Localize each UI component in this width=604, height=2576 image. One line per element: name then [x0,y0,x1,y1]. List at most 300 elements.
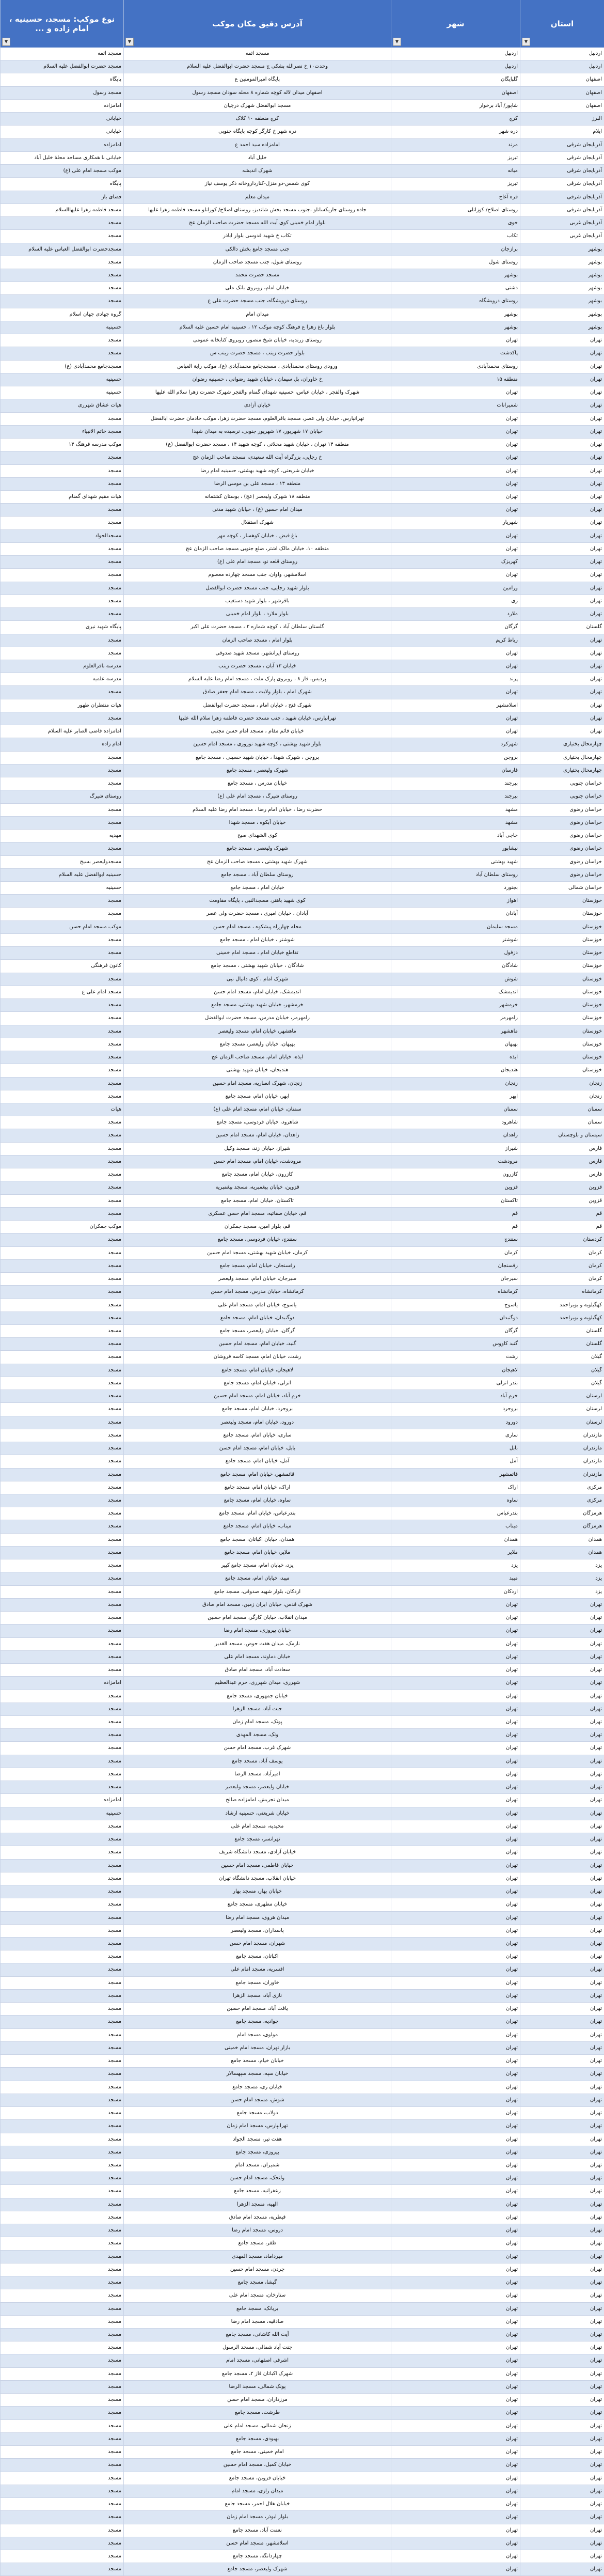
cell-city[interactable]: پاکدشت [391,347,520,360]
cell-city[interactable]: تهران [391,1860,520,1872]
cell-address[interactable]: بلوار حضرت زینب ، مسجد حضرت زینب س [123,347,391,360]
cell-type[interactable]: مسجد [0,2224,123,2237]
cell-address[interactable]: لاهیجان، خیابان امام، مسجد جامع [123,1364,391,1377]
cell-province[interactable]: هرمزگان [520,1520,604,1533]
cell-type[interactable]: مسجد [0,1416,123,1429]
cell-address[interactable]: شاهرود، خیابان فردوسی، مسجد جامع [123,1116,391,1129]
cell-address[interactable]: چهاردانگه، مسجد جامع [123,2550,391,2563]
cell-address[interactable]: کرج منطقه ۱۰ کلاک [123,113,391,125]
cell-address[interactable]: جنت آباد شمالی، مسجد الرسول [123,2341,391,2354]
cell-province[interactable]: تهران [520,2498,604,2510]
cell-province[interactable]: تهران [520,2329,604,2341]
cell-type[interactable]: مسجد [0,1090,123,1103]
cell-address[interactable]: منطقه ۱۸ شهرک ولیعصر (عج) ، بوستان کشتمانه [123,491,391,503]
cell-province[interactable]: تهران [520,2316,604,2328]
cell-province[interactable]: آذربایجان شرقی [520,165,604,177]
cell-province[interactable]: قزوین [520,1181,604,1194]
cell-city[interactable]: تهران [391,2263,520,2276]
cell-city[interactable]: تهران [391,426,520,438]
cell-address[interactable]: منطقه ۱۳ ، مسجد علی بن موسی الرضا [123,478,391,490]
cell-type[interactable]: مسجد [0,1494,123,1507]
cell-address[interactable]: آیت الله کاشانی، مسجد جامع [123,2329,391,2341]
cell-city[interactable]: تهران [391,1912,520,1924]
cell-province[interactable]: تهران [520,2550,604,2563]
cell-address[interactable]: شهرک شهید بهشتی ، مسجد صاحب الزمان عج [123,856,391,868]
cell-address[interactable]: خیابان امام، روبروی بانک ملی [123,282,391,294]
cell-address[interactable]: بلوار ملارد ، بلوار امام خمینی [123,608,391,620]
cell-address[interactable]: کرمانشاه، خیابان مدرس، مسجد امام حسن [123,1286,391,1298]
cell-address[interactable]: پردیس، فاز ۸ ، روبروی پارک ملت ، مسجد امام رضا علیه السلام [123,673,391,685]
cell-city[interactable]: میبد [391,1572,520,1585]
cell-city[interactable]: قائمشهر [391,1469,520,1481]
cell-province[interactable]: تهران [520,1938,604,1950]
cell-province[interactable]: تهران [520,1781,604,1793]
cell-address[interactable]: میدان تجریش، امامزاده صالح [123,1794,391,1806]
cell-province[interactable]: تهران [520,439,604,451]
cell-city[interactable]: شاهرود [391,1116,520,1129]
cell-type[interactable]: مسجد [0,478,123,490]
cell-address[interactable]: خیابان دماوند، مسجد امام علی [123,1651,391,1663]
cell-address[interactable]: شهران، مسجد امام حسن [123,1938,391,1950]
cell-city[interactable]: مرند [391,139,520,151]
cell-type[interactable]: مسجد [0,269,123,282]
cell-province[interactable]: بوشهر [520,243,604,256]
cell-city[interactable]: تهران [391,1885,520,1898]
cell-address[interactable]: روستای شیرگ ، مسجد امام علی (ع) [123,790,391,803]
cell-type[interactable]: موکب مسجد امام حسن [0,921,123,933]
cell-province[interactable]: خوزستان [520,999,604,1011]
cell-city[interactable]: تهران [391,647,520,660]
cell-type[interactable]: مسجد [0,2016,123,2028]
cell-city[interactable]: تهران [391,569,520,581]
cell-address[interactable]: یوسف آباد، مسجد جامع [123,1755,391,1768]
cell-type[interactable]: مسجد [0,595,123,607]
cell-address[interactable]: شهرک اندیشه [123,165,391,177]
cell-province[interactable]: تهران [520,2068,604,2080]
cell-province[interactable]: تهران [520,2524,604,2537]
cell-address[interactable]: دروس، مسجد امام رضا [123,2224,391,2237]
cell-type[interactable]: مسجد [0,2276,123,2289]
cell-province[interactable]: تهران [520,2303,604,2315]
cell-city[interactable]: تهران [391,1677,520,1689]
cell-city[interactable]: تهران [391,2407,520,2419]
cell-city[interactable]: تهران [391,1599,520,1611]
cell-city[interactable]: ملارد [391,608,520,620]
cell-address[interactable]: دوگنبدان، خیابان امام، مسجد جامع [123,1312,391,1324]
cell-address[interactable]: جردن، مسجد امام حسین [123,2263,391,2276]
cell-province[interactable]: تهران [520,399,604,412]
cell-city[interactable]: شوشتر [391,934,520,946]
cell-type[interactable]: هیات [0,1103,123,1116]
cell-province[interactable]: یزد [520,1572,604,1585]
cell-address[interactable]: اندیمشک، خیابان امام، مسجد امام حسن [123,986,391,998]
cell-city[interactable]: شهریار [391,517,520,529]
cell-address[interactable]: سنندج، خیابان فردوسی، مسجد جامع [123,1234,391,1246]
cell-address[interactable]: روستای قلعه نو، مسجد امام علی (ع) [123,556,391,568]
cell-city[interactable]: تهران [391,451,520,464]
cell-address[interactable]: پیروزی، مسجد جامع [123,2146,391,2159]
cell-type[interactable]: امامزاده [0,100,123,112]
cell-address[interactable]: خرم آباد، خیابان امام، مسجد امام حسین [123,1390,391,1402]
cell-province[interactable]: خوزستان [520,1025,604,1038]
cell-address[interactable]: قم، خیابان صفائیه، مسجد امام حسن عسکری [123,1208,391,1220]
cell-type[interactable]: هیات منتظران ظهور [0,699,123,712]
cell-city[interactable]: دورود [391,1416,520,1429]
cell-province[interactable]: مازندران [520,1442,604,1455]
cell-province[interactable]: خوزستان [520,908,604,920]
cell-city[interactable]: یزد [391,1559,520,1572]
cell-province[interactable]: تهران [520,2094,604,2106]
cell-province[interactable]: اردبیل [520,48,604,60]
cell-type[interactable]: موکب جمکران [0,1221,123,1233]
cell-type[interactable]: کانون فرهنگی [0,960,123,972]
cell-city[interactable]: گرگان [391,1325,520,1337]
cell-type[interactable]: مسجد [0,1168,123,1181]
cell-city[interactable]: خرمشهر [391,999,520,1011]
cell-type[interactable]: مسجد [0,764,123,777]
cell-address[interactable]: مسجد حضرت محمد [123,269,391,282]
cell-province[interactable]: گلستان [520,621,604,633]
cell-type[interactable]: حسینیه [0,386,123,399]
cell-address[interactable]: مجیدیه، مسجد امام علی [123,1820,391,1833]
cell-type[interactable]: مسجد [0,777,123,790]
cell-city[interactable]: پرند [391,673,520,685]
cell-city[interactable]: تکاب [391,230,520,242]
cell-city[interactable]: خوی [391,217,520,229]
cell-address[interactable]: گلستان سلطان آباد ، کوچه شماره ۲ ، مسجد حضرت علی اکبر [123,621,391,633]
cell-address[interactable]: خیابان آبکوه ، مسجد شهدا [123,817,391,829]
cell-province[interactable]: چهارمحال بختیاری [520,752,604,764]
cell-address[interactable]: انزلی، خیابان امام، مسجد جامع [123,1377,391,1390]
cell-province[interactable]: همدان [520,1547,604,1559]
cell-address[interactable]: شادگان ، خیابان شهید بهشتی ، مسجد جامع [123,960,391,972]
cell-address[interactable]: هندیجان، خیابان شهید بهشتی [123,1064,391,1076]
cell-address[interactable]: کوی الشهدای صبح [123,830,391,842]
cell-province[interactable]: بوشهر [520,269,604,282]
cell-province[interactable]: همدان [520,1534,604,1546]
cell-type[interactable]: مدرسه باقرالعلوم [0,660,123,673]
cell-province[interactable]: تهران [520,2251,604,2263]
cell-address[interactable]: میرداماد، مسجد المهدی [123,2251,391,2263]
cell-address[interactable]: امامزاده سید احمد ع [123,139,391,151]
cell-address[interactable]: رشت، خیابان امام، مسجد کاسه فروشان [123,1351,391,1363]
cell-type[interactable]: مسجد [0,2485,123,2497]
cell-province[interactable]: آذربایجان شرقی [520,204,604,216]
cell-province[interactable]: کرمان [520,1273,604,1285]
cell-province[interactable]: تهران [520,2042,604,2054]
cell-city[interactable]: تهران [391,712,520,725]
cell-address[interactable]: شمیران، مسجد امام [123,2159,391,2172]
cell-type[interactable]: مسجدجامع محمدآبادی (ع) [0,361,123,373]
cell-address[interactable]: تکاب خ شهید قدوسی بلوار اباذر [123,230,391,242]
cell-province[interactable]: تهران [520,2407,604,2419]
cell-address[interactable]: زعفرانیه، مسجد جامع [123,2185,391,2197]
cell-province[interactable]: تهران [520,1963,604,1976]
cell-address[interactable]: روستای ایرانشهر، مسجد شهید صدوقی [123,647,391,660]
cell-city[interactable]: تهران [391,2003,520,2015]
cell-address[interactable]: رفسنجان، خیابان امام، مسجد جامع [123,1260,391,1272]
cell-city[interactable]: تهران [391,2394,520,2406]
cell-city[interactable]: تهران [391,2329,520,2341]
cell-city[interactable]: تهران [391,491,520,503]
cell-address[interactable]: خیابان بهار، مسجد بهار [123,1885,391,1898]
cell-address[interactable]: دولاب، مسجد جامع [123,2107,391,2119]
cell-province[interactable]: یزد [520,1586,604,1598]
cell-address[interactable]: پایگاه امیرالمومنین ع [123,73,391,86]
cell-type[interactable]: مسجد [0,647,123,660]
cell-province[interactable]: تهران [520,373,604,386]
cell-city[interactable]: تهران [391,2159,520,2172]
cell-city[interactable]: اسلامشهر [391,699,520,712]
cell-address[interactable]: بلوار ابوذر، مسجد امام زمان [123,2511,391,2523]
cell-address[interactable]: جوادیه، مسجد جامع [123,2016,391,2028]
cell-address[interactable]: اکباتان، مسجد جامع [123,1950,391,1963]
cell-province[interactable]: خوزستان [520,1051,604,1064]
cell-province[interactable]: خراسان رضوی [520,842,604,855]
cell-province[interactable]: تهران [520,491,604,503]
cell-province[interactable]: تهران [520,2224,604,2237]
cell-city[interactable]: سمنان [391,1103,520,1116]
cell-province[interactable]: تهران [520,1990,604,2002]
cell-type[interactable]: مسجد [0,2029,123,2041]
cell-address[interactable]: منطقه ۱۴ تهران ، خیابان شهید محلاتی ، کوچه شهید ۱۴ ، مسجد حضرت ابوالفضل (ع) [123,439,391,451]
cell-city[interactable]: تهران [391,478,520,490]
cell-city[interactable]: تهران [391,1846,520,1859]
cell-type[interactable]: مسجد [0,2133,123,2146]
cell-city[interactable]: هندیجان [391,1064,520,1076]
cell-type[interactable]: مسجد [0,256,123,269]
cell-city[interactable]: ورامین [391,582,520,595]
cell-province[interactable]: تهران [520,2003,604,2015]
cell-city[interactable]: ابهر [391,1090,520,1103]
cell-city[interactable]: شهید بهشتی [391,856,520,868]
cell-type[interactable]: پایگاه [0,178,123,190]
cell-type[interactable]: مسجد [0,999,123,1011]
cell-province[interactable]: اصفهان [520,100,604,112]
cell-type[interactable]: مسجد [0,842,123,855]
cell-address[interactable]: خ خاوران، پل سیمان ، خیابان شهید رضوانی ، حسینیه رضوان [123,373,391,386]
cell-type[interactable]: مسجد [0,1572,123,1585]
cell-type[interactable]: مسجد [0,1195,123,1207]
cell-province[interactable]: تهران [520,660,604,673]
cell-address[interactable]: خیابان خیام، مسجد جامع [123,2055,391,2067]
cell-province[interactable]: تهران [520,347,604,360]
cell-address[interactable]: ستارخان، مسجد امام علی [123,2289,391,2302]
cell-type[interactable]: مسجد [0,1129,123,1142]
cell-city[interactable]: بوشهر [391,308,520,321]
cell-type[interactable]: مسجد [0,2446,123,2458]
cell-city[interactable]: خرم آباد [391,1390,520,1402]
cell-type[interactable]: مسجد [0,1925,123,1937]
cell-province[interactable]: خراسان رضوی [520,856,604,868]
cell-province[interactable]: خوزستان [520,895,604,907]
cell-type[interactable]: مسجد [0,712,123,725]
cell-province[interactable]: تهران [520,608,604,620]
cell-city[interactable]: بوشهر [391,269,520,282]
cell-type[interactable]: مسجد [0,2081,123,2094]
cell-province[interactable]: اصفهان [520,87,604,99]
cell-type[interactable]: مسجد [0,334,123,347]
cell-type[interactable]: مسجد [0,1651,123,1663]
cell-city[interactable]: تهران [391,1664,520,1676]
cell-address[interactable]: شوشتر ، خیابان امام ، مسجد جامع [123,934,391,946]
cell-province[interactable]: سمنان [520,1103,604,1116]
cell-address[interactable]: تهرانپارس، خیابان شهید ، جنب مسجد حضرت فاطمه زهرا سلام الله علیها [123,712,391,725]
cell-province[interactable]: تهران [520,2537,604,2550]
cell-address[interactable]: خلیل آباد [123,152,391,164]
cell-address[interactable]: قزوین، خیابان پیغمبریه، مسجد پیغمبریه [123,1181,391,1194]
cell-address[interactable]: میدان معلم [123,191,391,204]
cell-type[interactable]: مسجد [0,2107,123,2119]
cell-city[interactable]: تهران [391,2316,520,2328]
cell-address[interactable]: شهرک والفجر ، خیابان عباس، حسینیه شهدای گمنام والفجر شهرک حضرت زهرا سلام الله علیها [123,386,391,399]
cell-address[interactable]: میدان امام [123,308,391,321]
cell-type[interactable]: حسینیه ابوالفضل علیه السلام [0,869,123,881]
cell-address[interactable]: خیابان پیروزی، مسجد امام رضا [123,1625,391,1637]
cell-city[interactable]: نیشابور [391,842,520,855]
cell-province[interactable]: تهران [520,386,604,399]
cell-city[interactable]: شهرکرد [391,738,520,751]
cell-province[interactable]: تهران [520,2459,604,2471]
cell-province[interactable]: تهران [520,2133,604,2146]
cell-address[interactable]: یافت آباد، مسجد امام حسین [123,2003,391,2015]
cell-address[interactable]: گنبد، خیابان امام، مسجد امام حسین [123,1338,391,1350]
cell-address[interactable]: خیابان قائم مقام ، مسجد امام حسن مجتبی [123,725,391,738]
cell-type[interactable]: مسجد [0,908,123,920]
cell-province[interactable]: تهران [520,1898,604,1911]
cell-type[interactable]: مسجد [0,2433,123,2445]
cell-type[interactable]: مسجد [0,1143,123,1155]
cell-type[interactable]: مسجد [0,2303,123,2315]
cell-city[interactable]: تهران [391,1625,520,1637]
cell-province[interactable]: مرکزی [520,1494,604,1507]
cell-city[interactable]: بهبهان [391,1038,520,1051]
cell-province[interactable]: لرستان [520,1416,604,1429]
cell-province[interactable]: تهران [520,1925,604,1937]
cell-city[interactable]: تهران [391,1716,520,1728]
cell-type[interactable]: مسجد [0,1781,123,1793]
cell-address[interactable]: خیابان انقلاب، مسجد دانشگاه تهران [123,1872,391,1885]
cell-address[interactable]: محله چهارراه پیشکوه ، مسجد امام حسن [123,921,391,933]
cell-province[interactable]: تهران [520,426,604,438]
cell-province[interactable]: گلستان [520,1325,604,1337]
cell-address[interactable]: همدان، خیابان اکباتان، مسجد جامع [123,1534,391,1546]
cell-city[interactable]: تهران [391,1820,520,1833]
cell-type[interactable]: مسجد [0,1481,123,1494]
cell-city[interactable]: دوگنبدان [391,1312,520,1324]
cell-address[interactable]: شهرک ولیعصر، مسجد جامع [123,2563,391,2575]
cell-city[interactable]: اهواز [391,895,520,907]
cell-province[interactable]: تهران [520,582,604,595]
cell-province[interactable]: آذربایجان شرقی [520,139,604,151]
cell-city[interactable]: تهران [391,2433,520,2445]
cell-city[interactable]: مشهد [391,804,520,816]
cell-city[interactable]: بروجن [391,752,520,764]
cell-type[interactable]: مسجد [0,1247,123,1259]
cell-address[interactable]: تهرانسر، مسجد جامع [123,1833,391,1846]
cell-city[interactable]: منطقه ۱۵ [391,373,520,386]
cell-address[interactable]: ملایر، خیابان امام، مسجد جامع [123,1547,391,1559]
cell-type[interactable]: مسجد رسول [0,87,123,99]
cell-province[interactable]: کهگیلویه و بویراحمد [520,1312,604,1324]
cell-type[interactable]: مسجد [0,543,123,555]
cell-type[interactable]: هیات مقیم شهدای گمنام [0,491,123,503]
cell-province[interactable]: خراسان رضوی [520,804,604,816]
cell-city[interactable]: تهران [391,2055,520,2067]
cell-city[interactable]: تهران [391,334,520,347]
cell-address[interactable]: کوی شهید باهنر، مسجدالنبی ، پایگاه مقاومت [123,895,391,907]
cell-province[interactable]: گیلان [520,1377,604,1390]
cell-city[interactable]: تهران [391,1925,520,1937]
cell-type[interactable]: مسجد [0,1312,123,1324]
cell-city[interactable]: تهران [391,725,520,738]
cell-type[interactable]: مسجد [0,934,123,946]
cell-province[interactable]: تهران [520,2172,604,2184]
cell-city[interactable]: کرمانشاه [391,1286,520,1298]
cell-address[interactable]: خاوران، مسجد جامع [123,1977,391,1989]
cell-address[interactable]: میدان رازی، مسجد امام [123,2485,391,2497]
cell-province[interactable]: تهران [520,2420,604,2432]
cell-type[interactable]: مسجد [0,2237,123,2250]
cell-address[interactable]: تهرانپارس، مسجد امام زمان [123,2120,391,2132]
cell-address[interactable]: کازرون، خیابان امام، مسجد جامع [123,1168,391,1181]
cell-city[interactable]: تهران [391,2251,520,2263]
cell-city[interactable]: شمیرانات [391,399,520,412]
cell-type[interactable]: مسجد [0,517,123,529]
cell-address[interactable]: خرمشهر، خیابان شهید بهشتی، مسجد جامع [123,999,391,1011]
cell-city[interactable]: تهران [391,504,520,516]
cell-province[interactable]: سمنان [520,1116,604,1129]
cell-address[interactable]: هفت تیر، مسجد الجواد [123,2133,391,2146]
cell-province[interactable]: تهران [520,634,604,647]
cell-address[interactable]: خیابان فاطمی، مسجد امام حسین [123,1860,391,1872]
cell-city[interactable]: شادگان [391,960,520,972]
cell-city[interactable]: شیراز [391,1143,520,1155]
cell-address[interactable]: آمل، خیابان امام، مسجد جامع [123,1455,391,1467]
cell-city[interactable]: تهران [391,1977,520,1989]
cell-city[interactable]: بیرجند [391,790,520,803]
cell-type[interactable]: موکب مسجد امام علی (ع) [0,165,123,177]
cell-type[interactable]: امامزاده [0,1794,123,1806]
cell-address[interactable]: طرشت، مسجد جامع [123,2407,391,2419]
cell-type[interactable]: موکب مدرسه فرهنگ ۱۴ [0,439,123,451]
cell-province[interactable]: چهارمحال بختیاری [520,738,604,751]
cell-city[interactable]: بیرجند [391,777,520,790]
cell-province[interactable]: خراسان شمالی [520,882,604,894]
cell-province[interactable]: تهران [520,1599,604,1611]
cell-type[interactable]: مسجد [0,1990,123,2002]
cell-city[interactable]: اردبیل [391,48,520,60]
cell-province[interactable]: خراسان جنوبی [520,790,604,803]
cell-city[interactable]: آمل [391,1455,520,1467]
cell-address[interactable]: آبادان ، خیابان امیری ، مسجد حضرت ولی عصر [123,908,391,920]
cell-address[interactable]: ایذه، خیابان امام، مسجد صاحب الزمان عج [123,1051,391,1064]
cell-province[interactable]: خوزستان [520,921,604,933]
cell-type[interactable]: مسجد [0,1547,123,1559]
cell-type[interactable]: مسجد [0,1950,123,1963]
cell-city[interactable]: روستای محمدآبادی [391,361,520,373]
cell-type[interactable]: مسجد [0,504,123,516]
cell-type[interactable]: مهدیه [0,830,123,842]
cell-province[interactable]: تهران [520,2263,604,2276]
cell-address[interactable]: دره شهر خ کارگر کوچه پایگاه جنوبی [123,126,391,138]
cell-city[interactable]: تهران [391,2498,520,2510]
cell-address[interactable]: شهرک فتح ، خیابان امام ، مسجد حضرت ابوالفضل [123,699,391,712]
cell-province[interactable]: تهران [520,543,604,555]
cell-province[interactable]: خوزستان [520,1064,604,1076]
cell-address[interactable]: خیابان امام ، مسجد جامع [123,882,391,894]
cell-city[interactable]: تهران [391,2381,520,2393]
